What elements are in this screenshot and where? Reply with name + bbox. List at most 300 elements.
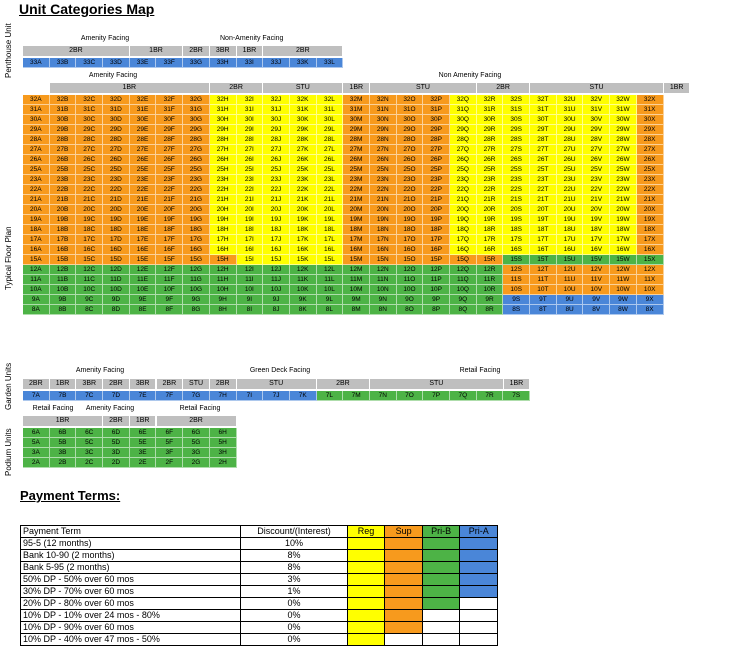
unit-cell[interactable]: 27L [317, 145, 344, 155]
unit-cell[interactable]: 25V [583, 165, 610, 175]
unit-cell[interactable]: 9L [317, 295, 344, 305]
unit-cell[interactable]: 9Q [450, 295, 477, 305]
unit-cell[interactable]: 28K [290, 135, 317, 145]
unit-cell[interactable]: 32X [637, 95, 664, 105]
unit-cell[interactable]: 17F [156, 235, 183, 245]
unit-cell[interactable]: 32C [76, 95, 103, 105]
unit-cell[interactable]: 29W [610, 125, 637, 135]
unit-cell[interactable]: 26S [503, 155, 530, 165]
unit-cell[interactable]: 28S [503, 135, 530, 145]
unit-cell[interactable]: 27N [370, 145, 397, 155]
unit-cell[interactable]: 22W [610, 185, 637, 195]
unit-cell[interactable]: 3D [103, 448, 130, 458]
unit-cell[interactable]: 30K [290, 115, 317, 125]
unit-cell[interactable]: 27F [156, 145, 183, 155]
unit-cell[interactable]: 7E [130, 391, 157, 401]
unit-cell[interactable]: 9S [503, 295, 530, 305]
unit-cell[interactable]: 15D [103, 255, 130, 265]
unit-cell[interactable]: 17A [23, 235, 50, 245]
unit-cell[interactable]: 25U [557, 165, 584, 175]
unit-cell[interactable]: 19O [397, 215, 424, 225]
unit-cell[interactable]: 12M [343, 265, 370, 275]
unit-cell[interactable]: 7S [503, 391, 530, 401]
unit-cell[interactable]: 25W [610, 165, 637, 175]
unit-cell[interactable]: 22A [23, 185, 50, 195]
unit-cell[interactable]: 31D [103, 105, 130, 115]
unit-cell[interactable]: 26H [210, 155, 237, 165]
unit-cell[interactable]: 17S [503, 235, 530, 245]
unit-cell[interactable]: 8Q [450, 305, 477, 315]
unit-cell[interactable]: 19M [343, 215, 370, 225]
unit-cell[interactable]: 19G [183, 215, 210, 225]
unit-cell[interactable]: 29M [343, 125, 370, 135]
unit-cell[interactable]: 32L [317, 95, 344, 105]
unit-cell[interactable]: 20E [130, 205, 157, 215]
unit-cell[interactable]: 15L [317, 255, 344, 265]
unit-cell[interactable]: 30E [130, 115, 157, 125]
unit-cell[interactable]: 16T [530, 245, 557, 255]
unit-cell[interactable]: 7N [370, 391, 397, 401]
unit-cell[interactable]: 20C [76, 205, 103, 215]
unit-cell[interactable]: 15V [583, 255, 610, 265]
unit-cell[interactable]: 21Q [450, 195, 477, 205]
unit-cell[interactable]: 16E [130, 245, 157, 255]
unit-cell[interactable]: 11V [583, 275, 610, 285]
unit-cell[interactable]: 9W [610, 295, 637, 305]
unit-cell[interactable]: 25C [76, 165, 103, 175]
unit-cell[interactable]: 5F [156, 438, 183, 448]
unit-cell[interactable]: 12K [290, 265, 317, 275]
unit-cell[interactable]: 26V [583, 155, 610, 165]
unit-cell[interactable]: 28I [237, 135, 264, 145]
unit-cell[interactable]: 20V [583, 205, 610, 215]
unit-cell[interactable]: 7D [103, 391, 130, 401]
unit-cell[interactable]: 26D [103, 155, 130, 165]
unit-cell[interactable]: 9K [290, 295, 317, 305]
unit-cell[interactable]: 11A [23, 275, 50, 285]
unit-cell[interactable]: 22X [637, 185, 664, 195]
unit-cell[interactable]: 18J [263, 225, 290, 235]
unit-cell[interactable]: 20U [557, 205, 584, 215]
unit-cell[interactable]: 32N [370, 95, 397, 105]
unit-cell[interactable]: 27U [557, 145, 584, 155]
unit-cell[interactable]: 28E [130, 135, 157, 145]
unit-cell[interactable]: 10R [477, 285, 504, 295]
unit-cell[interactable]: 12I [237, 265, 264, 275]
unit-cell[interactable]: 7B [50, 391, 77, 401]
unit-cell[interactable]: 9P [423, 295, 450, 305]
unit-cell[interactable]: 18N [370, 225, 397, 235]
unit-cell[interactable]: 29B [50, 125, 77, 135]
unit-cell[interactable]: 16K [290, 245, 317, 255]
unit-cell[interactable]: 25R [477, 165, 504, 175]
unit-cell[interactable]: 28M [343, 135, 370, 145]
unit-cell[interactable]: 12S [503, 265, 530, 275]
unit-cell[interactable]: 7J [263, 391, 290, 401]
unit-cell[interactable]: 19H [210, 215, 237, 225]
unit-cell[interactable]: 30O [397, 115, 424, 125]
unit-cell[interactable]: 7L [317, 391, 344, 401]
unit-cell[interactable]: 21A [23, 195, 50, 205]
unit-cell[interactable]: 17N [370, 235, 397, 245]
unit-cell[interactable]: 22T [530, 185, 557, 195]
unit-cell[interactable]: 7Q [450, 391, 477, 401]
unit-cell[interactable]: 6E [130, 428, 157, 438]
unit-cell[interactable]: 16B [50, 245, 77, 255]
unit-cell[interactable]: 23T [530, 175, 557, 185]
unit-cell[interactable]: 20S [503, 205, 530, 215]
unit-cell[interactable]: 30S [503, 115, 530, 125]
unit-cell[interactable]: 31F [156, 105, 183, 115]
unit-cell[interactable]: 10L [317, 285, 344, 295]
unit-cell[interactable]: 12V [583, 265, 610, 275]
unit-cell[interactable]: 20M [343, 205, 370, 215]
unit-cell[interactable]: 31M [343, 105, 370, 115]
unit-cell[interactable]: 10C [76, 285, 103, 295]
unit-cell[interactable]: 31L [317, 105, 344, 115]
unit-cell[interactable]: 31T [530, 105, 557, 115]
unit-cell[interactable]: 19X [637, 215, 664, 225]
unit-cell[interactable]: 20D [103, 205, 130, 215]
unit-cell[interactable]: 32R [477, 95, 504, 105]
unit-cell[interactable]: 29Q [450, 125, 477, 135]
unit-cell[interactable]: 33L [317, 58, 344, 68]
unit-cell[interactable]: 19C [76, 215, 103, 225]
unit-cell[interactable]: 25P [423, 165, 450, 175]
unit-cell[interactable]: 32A [23, 95, 50, 105]
unit-cell[interactable]: 16I [237, 245, 264, 255]
unit-cell[interactable]: 21X [637, 195, 664, 205]
unit-cell[interactable]: 22I [237, 185, 264, 195]
unit-cell[interactable]: 21O [397, 195, 424, 205]
unit-cell[interactable]: 21T [530, 195, 557, 205]
unit-cell[interactable]: 12B [50, 265, 77, 275]
unit-cell[interactable]: 8P [423, 305, 450, 315]
unit-cell[interactable]: 18O [397, 225, 424, 235]
unit-cell[interactable]: 20Q [450, 205, 477, 215]
unit-cell[interactable]: 25N [370, 165, 397, 175]
unit-cell[interactable]: 8A [23, 305, 50, 315]
unit-cell[interactable]: 8U [557, 305, 584, 315]
unit-cell[interactable]: 16R [477, 245, 504, 255]
unit-cell[interactable]: 26N [370, 155, 397, 165]
unit-cell[interactable]: 15F [156, 255, 183, 265]
unit-cell[interactable]: 23A [23, 175, 50, 185]
unit-cell[interactable]: 25F [156, 165, 183, 175]
unit-cell[interactable]: 31J [263, 105, 290, 115]
unit-cell[interactable]: 8N [370, 305, 397, 315]
unit-cell[interactable]: 25X [637, 165, 664, 175]
unit-cell[interactable]: 20X [637, 205, 664, 215]
unit-cell[interactable]: 27J [263, 145, 290, 155]
unit-cell[interactable]: 19F [156, 215, 183, 225]
unit-cell[interactable]: 15M [343, 255, 370, 265]
unit-cell[interactable]: 32S [503, 95, 530, 105]
unit-cell[interactable]: 25Q [450, 165, 477, 175]
unit-cell[interactable]: 28T [530, 135, 557, 145]
unit-cell[interactable]: 18X [637, 225, 664, 235]
unit-cell[interactable]: 11C [76, 275, 103, 285]
unit-cell[interactable]: 18H [210, 225, 237, 235]
unit-cell[interactable]: 21U [557, 195, 584, 205]
unit-cell[interactable]: 10U [557, 285, 584, 295]
unit-cell[interactable]: 11W [610, 275, 637, 285]
unit-cell[interactable]: 11R [477, 275, 504, 285]
unit-cell[interactable]: 17P [423, 235, 450, 245]
unit-cell[interactable]: 21L [317, 195, 344, 205]
unit-cell[interactable]: 9B [50, 295, 77, 305]
unit-cell[interactable]: 23J [263, 175, 290, 185]
unit-cell[interactable]: 5A [23, 438, 50, 448]
unit-cell[interactable]: 26O [397, 155, 424, 165]
unit-cell[interactable]: 8S [503, 305, 530, 315]
unit-cell[interactable]: 2B [50, 458, 77, 468]
unit-cell[interactable]: 27X [637, 145, 664, 155]
unit-cell[interactable]: 23B [50, 175, 77, 185]
unit-cell[interactable]: 7O [397, 391, 424, 401]
unit-cell[interactable]: 11B [50, 275, 77, 285]
unit-cell[interactable]: 15Q [450, 255, 477, 265]
unit-cell[interactable]: 3C [76, 448, 103, 458]
unit-cell[interactable]: 15K [290, 255, 317, 265]
unit-cell[interactable]: 17O [397, 235, 424, 245]
unit-cell[interactable]: 23V [583, 175, 610, 185]
unit-cell[interactable]: 22N [370, 185, 397, 195]
unit-cell[interactable]: 9G [183, 295, 210, 305]
unit-cell[interactable]: 11N [370, 275, 397, 285]
unit-cell[interactable]: 17I [237, 235, 264, 245]
unit-cell[interactable]: 29H [210, 125, 237, 135]
unit-cell[interactable]: 12X [637, 265, 664, 275]
unit-cell[interactable]: 31P [423, 105, 450, 115]
unit-cell[interactable]: 5D [103, 438, 130, 448]
unit-cell[interactable]: 8O [397, 305, 424, 315]
unit-cell[interactable]: 30V [583, 115, 610, 125]
unit-cell[interactable]: 17X [637, 235, 664, 245]
unit-cell[interactable]: 26G [183, 155, 210, 165]
unit-cell[interactable]: 31A [23, 105, 50, 115]
unit-cell[interactable]: 26P [423, 155, 450, 165]
unit-cell[interactable]: 11L [317, 275, 344, 285]
unit-cell[interactable]: 29E [130, 125, 157, 135]
unit-cell[interactable]: 23R [477, 175, 504, 185]
unit-cell[interactable]: 17T [530, 235, 557, 245]
unit-cell[interactable]: 7F [156, 391, 183, 401]
unit-cell[interactable]: 9X [637, 295, 664, 305]
unit-cell[interactable]: 12P [423, 265, 450, 275]
unit-cell[interactable]: 9J [263, 295, 290, 305]
unit-cell[interactable]: 9D [103, 295, 130, 305]
unit-cell[interactable]: 33C [76, 58, 103, 68]
unit-cell[interactable]: 28F [156, 135, 183, 145]
unit-cell[interactable]: 17U [557, 235, 584, 245]
unit-cell[interactable]: 20L [317, 205, 344, 215]
unit-cell[interactable]: 30X [637, 115, 664, 125]
unit-cell[interactable]: 15R [477, 255, 504, 265]
unit-cell[interactable]: 27C [76, 145, 103, 155]
unit-cell[interactable]: 31K [290, 105, 317, 115]
unit-cell[interactable]: 19N [370, 215, 397, 225]
unit-cell[interactable]: 31S [503, 105, 530, 115]
unit-cell[interactable]: 27P [423, 145, 450, 155]
unit-cell[interactable]: 23I [237, 175, 264, 185]
unit-cell[interactable]: 16O [397, 245, 424, 255]
unit-cell[interactable]: 29G [183, 125, 210, 135]
unit-cell[interactable]: 27W [610, 145, 637, 155]
unit-cell[interactable]: 11E [130, 275, 157, 285]
unit-cell[interactable]: 20H [210, 205, 237, 215]
unit-cell[interactable]: 16G [183, 245, 210, 255]
unit-cell[interactable]: 17M [343, 235, 370, 245]
unit-cell[interactable]: 9C [76, 295, 103, 305]
unit-cell[interactable]: 19A [23, 215, 50, 225]
unit-cell[interactable]: 31O [397, 105, 424, 115]
unit-cell[interactable]: 33B [50, 58, 77, 68]
unit-cell[interactable]: 15J [263, 255, 290, 265]
unit-cell[interactable]: 11S [503, 275, 530, 285]
unit-cell[interactable]: 17W [610, 235, 637, 245]
unit-cell[interactable]: 6B [50, 428, 77, 438]
unit-cell[interactable]: 15P [423, 255, 450, 265]
unit-cell[interactable]: 12E [130, 265, 157, 275]
unit-cell[interactable]: 10Q [450, 285, 477, 295]
unit-cell[interactable]: 16P [423, 245, 450, 255]
unit-cell[interactable]: 11G [183, 275, 210, 285]
unit-cell[interactable]: 32B [50, 95, 77, 105]
unit-cell[interactable]: 8T [530, 305, 557, 315]
unit-cell[interactable]: 10O [397, 285, 424, 295]
unit-cell[interactable]: 12C [76, 265, 103, 275]
unit-cell[interactable]: 9V [583, 295, 610, 305]
unit-cell[interactable]: 25J [263, 165, 290, 175]
unit-cell[interactable]: 10E [130, 285, 157, 295]
unit-cell[interactable]: 15H [210, 255, 237, 265]
unit-cell[interactable]: 16Q [450, 245, 477, 255]
unit-cell[interactable]: 23H [210, 175, 237, 185]
unit-cell[interactable]: 2A [23, 458, 50, 468]
unit-cell[interactable]: 11H [210, 275, 237, 285]
unit-cell[interactable]: 25E [130, 165, 157, 175]
unit-cell[interactable]: 31I [237, 105, 264, 115]
unit-cell[interactable]: 18M [343, 225, 370, 235]
unit-cell[interactable]: 22G [183, 185, 210, 195]
unit-cell[interactable]: 12T [530, 265, 557, 275]
unit-cell[interactable]: 33D [103, 58, 130, 68]
unit-cell[interactable]: 11Q [450, 275, 477, 285]
unit-cell[interactable]: 32V [583, 95, 610, 105]
unit-cell[interactable]: 3B [50, 448, 77, 458]
unit-cell[interactable]: 8W [610, 305, 637, 315]
unit-cell[interactable]: 23D [103, 175, 130, 185]
unit-cell[interactable]: 28P [423, 135, 450, 145]
unit-cell[interactable]: 8H [210, 305, 237, 315]
unit-cell[interactable]: 32M [343, 95, 370, 105]
unit-cell[interactable]: 20G [183, 205, 210, 215]
unit-cell[interactable]: 21M [343, 195, 370, 205]
unit-cell[interactable]: 18K [290, 225, 317, 235]
unit-cell[interactable]: 28C [76, 135, 103, 145]
unit-cell[interactable]: 32K [290, 95, 317, 105]
unit-cell[interactable]: 33I [237, 58, 264, 68]
unit-cell[interactable]: 11J [263, 275, 290, 285]
unit-cell[interactable]: 22C [76, 185, 103, 195]
unit-cell[interactable]: 22O [397, 185, 424, 195]
unit-cell[interactable]: 22P [423, 185, 450, 195]
unit-cell[interactable]: 29D [103, 125, 130, 135]
unit-cell[interactable]: 3G [183, 448, 210, 458]
unit-cell[interactable]: 20N [370, 205, 397, 215]
unit-cell[interactable]: 33H [210, 58, 237, 68]
unit-cell[interactable]: 6G [183, 428, 210, 438]
unit-cell[interactable]: 32H [210, 95, 237, 105]
unit-cell[interactable]: 16F [156, 245, 183, 255]
unit-cell[interactable]: 18D [103, 225, 130, 235]
unit-cell[interactable]: 26R [477, 155, 504, 165]
unit-cell[interactable]: 18L [317, 225, 344, 235]
unit-cell[interactable]: 22E [130, 185, 157, 195]
unit-cell[interactable]: 5G [183, 438, 210, 448]
unit-cell[interactable]: 10A [23, 285, 50, 295]
unit-cell[interactable]: 26J [263, 155, 290, 165]
unit-cell[interactable]: 7G [183, 391, 210, 401]
unit-cell[interactable]: 2H [210, 458, 237, 468]
unit-cell[interactable]: 28H [210, 135, 237, 145]
unit-cell[interactable]: 21R [477, 195, 504, 205]
unit-cell[interactable]: 25D [103, 165, 130, 175]
unit-cell[interactable]: 18P [423, 225, 450, 235]
unit-cell[interactable]: 29K [290, 125, 317, 135]
unit-cell[interactable]: 8X [637, 305, 664, 315]
unit-cell[interactable]: 8F [156, 305, 183, 315]
unit-cell[interactable]: 5C [76, 438, 103, 448]
unit-cell[interactable]: 9N [370, 295, 397, 305]
unit-cell[interactable]: 27H [210, 145, 237, 155]
unit-cell[interactable]: 33J [263, 58, 290, 68]
unit-cell[interactable]: 16V [583, 245, 610, 255]
unit-cell[interactable]: 22B [50, 185, 77, 195]
unit-cell[interactable]: 18C [76, 225, 103, 235]
unit-cell[interactable]: 23N [370, 175, 397, 185]
unit-cell[interactable]: 31N [370, 105, 397, 115]
unit-cell[interactable]: 27V [583, 145, 610, 155]
unit-cell[interactable]: 18F [156, 225, 183, 235]
unit-cell[interactable]: 10H [210, 285, 237, 295]
unit-cell[interactable]: 25A [23, 165, 50, 175]
unit-cell[interactable]: 30Q [450, 115, 477, 125]
unit-cell[interactable]: 30H [210, 115, 237, 125]
unit-cell[interactable]: 10V [583, 285, 610, 295]
unit-cell[interactable]: 3A [23, 448, 50, 458]
unit-cell[interactable]: 32W [610, 95, 637, 105]
unit-cell[interactable]: 11F [156, 275, 183, 285]
unit-cell[interactable]: 17H [210, 235, 237, 245]
unit-cell[interactable]: 9M [343, 295, 370, 305]
unit-cell[interactable]: 25K [290, 165, 317, 175]
unit-cell[interactable]: 9A [23, 295, 50, 305]
unit-cell[interactable]: 19U [557, 215, 584, 225]
unit-cell[interactable]: 7M [343, 391, 370, 401]
unit-cell[interactable]: 33A [23, 58, 50, 68]
unit-cell[interactable]: 3F [156, 448, 183, 458]
unit-cell[interactable]: 16M [343, 245, 370, 255]
unit-cell[interactable]: 27M [343, 145, 370, 155]
unit-cell[interactable]: 15G [183, 255, 210, 265]
unit-cell[interactable]: 10G [183, 285, 210, 295]
unit-cell[interactable]: 23C [76, 175, 103, 185]
unit-cell[interactable]: 25H [210, 165, 237, 175]
unit-cell[interactable]: 11T [530, 275, 557, 285]
unit-cell[interactable]: 15X [637, 255, 664, 265]
